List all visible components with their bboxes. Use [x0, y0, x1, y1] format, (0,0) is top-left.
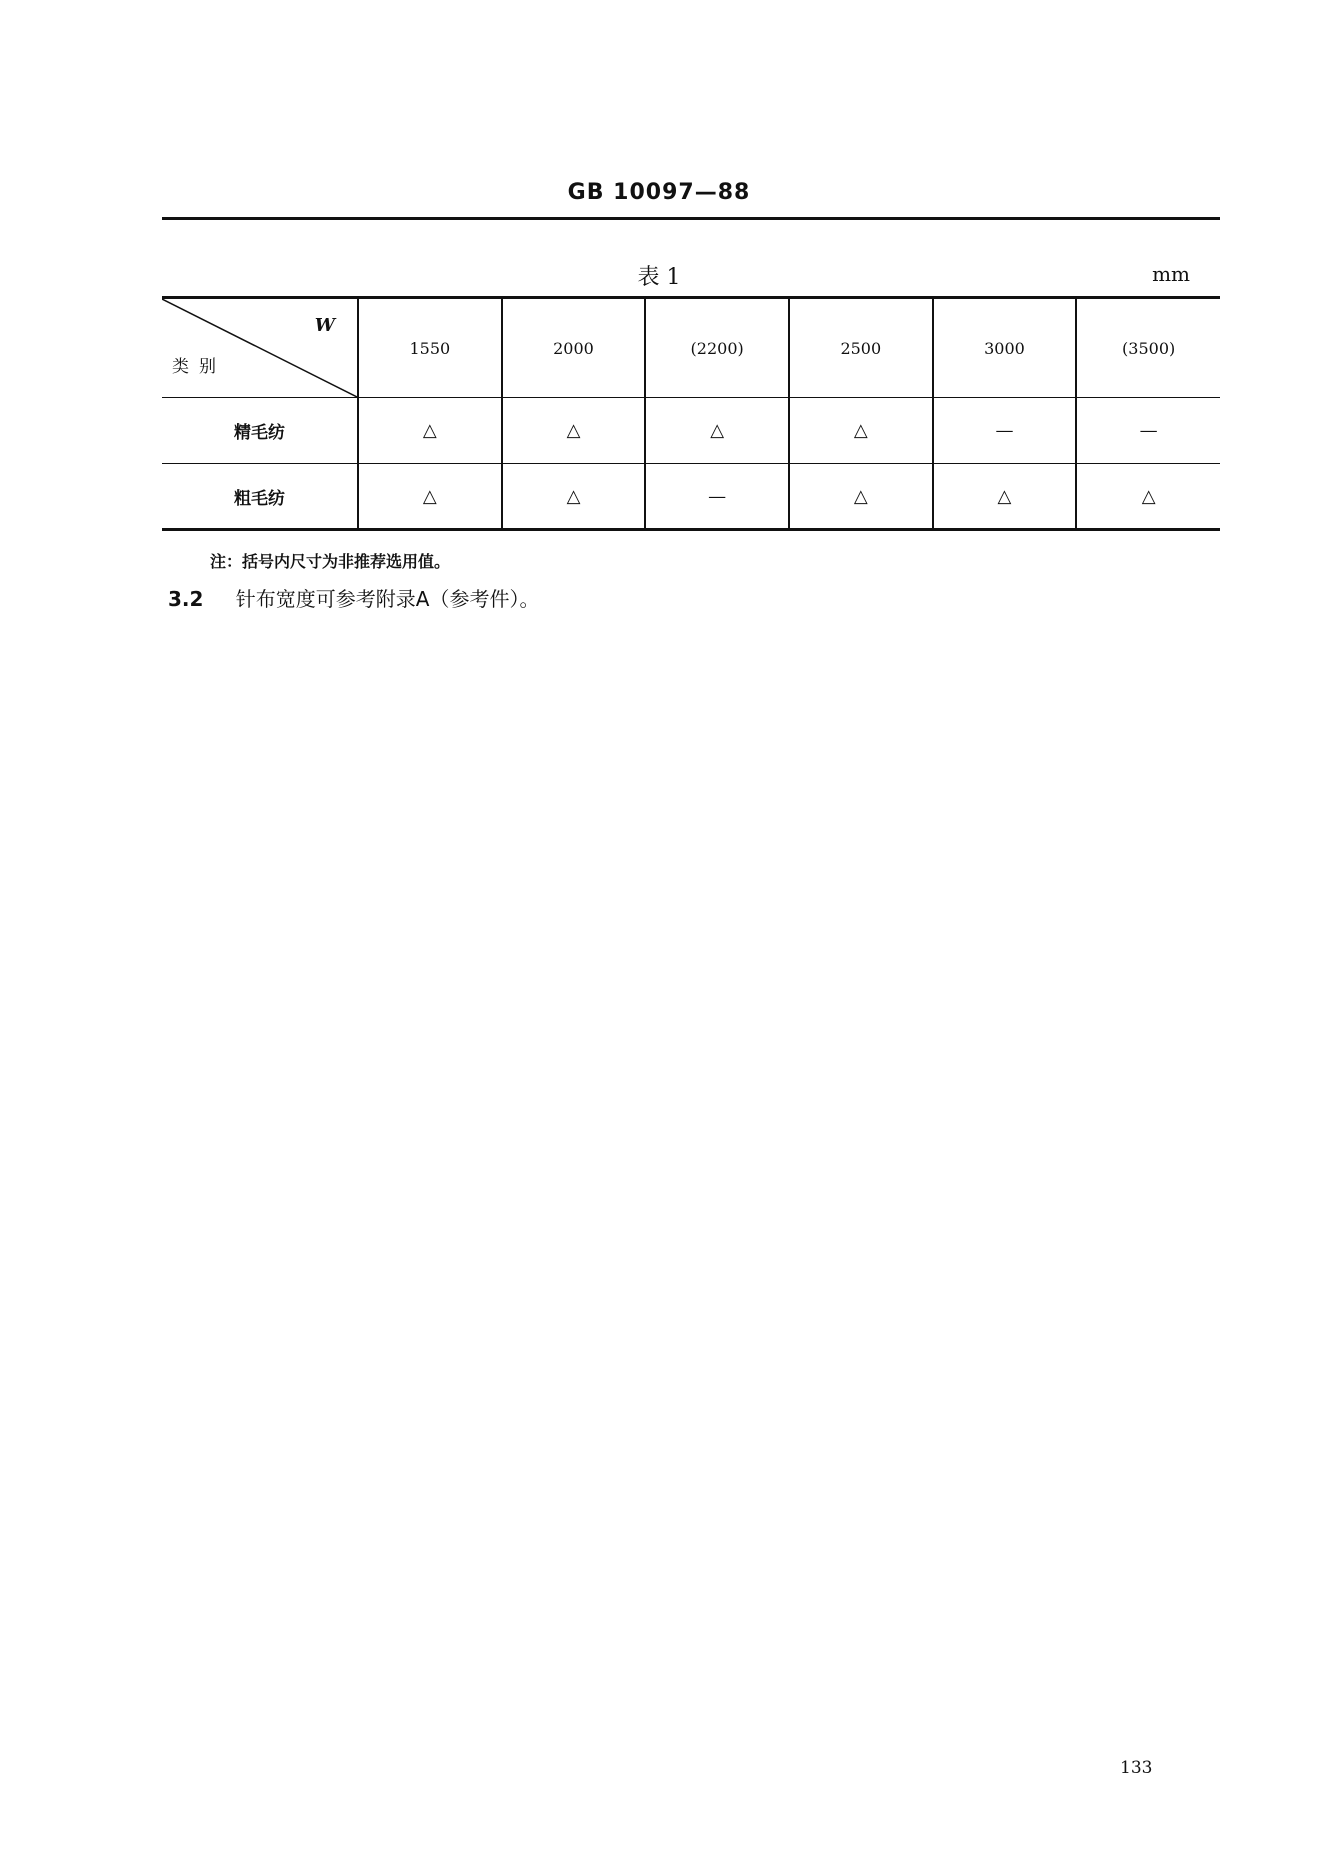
row-label: 粗毛纺 — [162, 464, 358, 530]
table-cell: △ — [358, 464, 502, 530]
table-cell: △ — [502, 464, 646, 530]
table-cell: — — [1076, 398, 1220, 464]
corner-header-cell — [162, 298, 358, 398]
column-header: 3000 — [933, 298, 1077, 398]
header-rule — [162, 217, 1220, 220]
table-cell: — — [933, 398, 1077, 464]
clause-text: 针布宽度可参考附录A（参考件）。 — [235, 587, 540, 611]
table-unit: mm — [1152, 262, 1190, 286]
table-row — [162, 398, 1220, 464]
width-spec-table — [162, 296, 1220, 531]
table-note: 注：括号内尺寸为非推荐选用值。 — [210, 552, 451, 571]
standard-code: GB 10097—88 — [567, 180, 751, 205]
row-label: 精毛纺 — [162, 398, 358, 464]
diagonal-divider — [162, 299, 357, 397]
category-label: 类别 — [172, 357, 226, 377]
table-row — [162, 464, 1220, 530]
table-cell: △ — [502, 398, 646, 464]
table-cell: △ — [645, 398, 789, 464]
table-cell: △ — [789, 398, 933, 464]
table-cell: △ — [1076, 464, 1220, 530]
table-cell: △ — [933, 464, 1077, 530]
table-cell: △ — [789, 464, 933, 530]
table-header-row — [162, 298, 1220, 398]
page-number: 133 — [1120, 1758, 1153, 1778]
table-cell: △ — [358, 398, 502, 464]
table-cell: — — [645, 464, 789, 530]
clause-number: 3.2 — [168, 587, 204, 611]
table-caption: 表 1 — [637, 265, 681, 290]
width-symbol: W — [314, 315, 335, 336]
column-header: (2200) — [645, 298, 789, 398]
column-header: 2000 — [502, 298, 646, 398]
column-header: 2500 — [789, 298, 933, 398]
column-header: (3500) — [1076, 298, 1220, 398]
column-header: 1550 — [358, 298, 502, 398]
clause-paragraph — [168, 583, 539, 612]
